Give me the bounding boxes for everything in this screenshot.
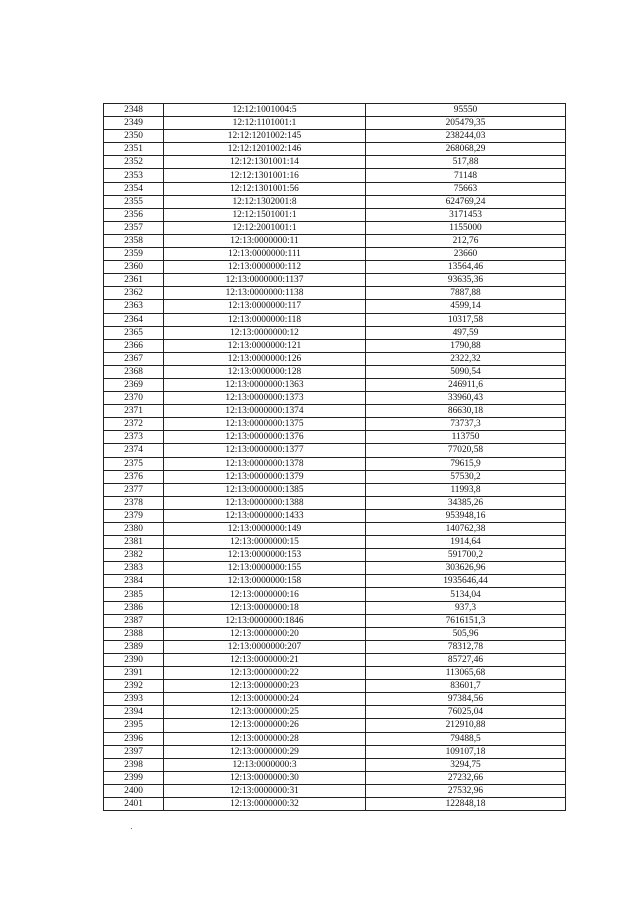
cadastral-number-cell: 12:13:0000000:22 [164,667,366,680]
cadastral-number-cell: 12:12:1301001:56 [164,182,366,195]
value-cell: 238244,03 [366,130,566,143]
table-row [104,797,566,810]
cadastral-number-cell: 12:13:0000000:1363 [164,378,366,391]
table-body [104,104,566,811]
row-number-cell: 2358 [104,234,164,247]
row-number-cell: 2371 [104,405,164,418]
table-row [104,745,566,758]
table-row [104,287,566,300]
value-cell: 10317,58 [366,313,566,326]
row-number-cell: 2354 [104,182,164,195]
cadastral-number-cell: 12:13:0000000:158 [164,575,366,588]
row-number-cell: 2400 [104,784,164,797]
row-number-cell: 2386 [104,601,164,614]
cadastral-number-cell: 12:13:0000000:1373 [164,392,366,405]
value-cell: 591700,2 [366,549,566,562]
row-number-cell: 2365 [104,326,164,339]
value-cell: 7887,88 [366,287,566,300]
cadastral-number-cell: 12:13:0000000:23 [164,680,366,693]
row-number-cell: 2373 [104,431,164,444]
table-row [104,143,566,156]
row-number-cell: 2359 [104,248,164,261]
cadastral-number-cell: 12:13:0000000:1385 [164,483,366,496]
table-row [104,378,566,391]
table-row [104,444,566,457]
cadastral-number-cell: 12:13:0000000:12 [164,326,366,339]
table-row [104,470,566,483]
cadastral-number-cell: 12:13:0000000:32 [164,797,366,810]
table-row [104,313,566,326]
row-number-cell: 2377 [104,483,164,496]
cadastral-number-cell: 12:12:1001004:5 [164,104,366,117]
cadastral-number-cell: 12:13:0000000:1379 [164,470,366,483]
value-cell: 27532,96 [366,784,566,797]
table-row [104,693,566,706]
cadastral-number-cell: 12:13:0000000:121 [164,339,366,352]
table-row [104,601,566,614]
row-number-cell: 2393 [104,693,164,706]
cadastral-number-cell: 12:13:0000000:117 [164,300,366,313]
cadastral-number-cell: 12:13:0000000:16 [164,588,366,601]
table-row [104,457,566,470]
row-number-cell: 2357 [104,221,164,234]
value-cell: 57530,2 [366,470,566,483]
row-number-cell: 2369 [104,378,164,391]
row-number-cell: 2389 [104,640,164,653]
value-cell: 3294,75 [366,758,566,771]
cadastral-number-cell: 12:13:0000000:15 [164,536,366,549]
row-number-cell: 2401 [104,797,164,810]
row-number-cell: 2398 [104,758,164,771]
value-cell: 3171453 [366,208,566,221]
value-cell: 73737,3 [366,418,566,431]
cadastral-number-cell: 12:13:0000000:153 [164,549,366,562]
value-cell: 11993,8 [366,483,566,496]
cadastral-value-table [103,103,566,811]
table-row [104,549,566,562]
table-row [104,169,566,182]
table-row [104,431,566,444]
value-cell: 1790,88 [366,339,566,352]
cadastral-number-cell: 12:13:0000000:1138 [164,287,366,300]
value-cell: 77020,58 [366,444,566,457]
value-cell: 79615,9 [366,457,566,470]
value-cell: 246911,6 [366,378,566,391]
cadastral-number-cell: 12:12:1301001:14 [164,156,366,169]
table-row [104,104,566,117]
value-cell: 7616151,3 [366,614,566,627]
row-number-cell: 2399 [104,771,164,784]
table-row [104,680,566,693]
cadastral-number-cell: 12:13:0000000:118 [164,313,366,326]
value-cell: 1935646,44 [366,575,566,588]
cadastral-number-cell: 12:13:0000000:26 [164,719,366,732]
value-cell: 27232,66 [366,771,566,784]
row-number-cell: 2396 [104,732,164,745]
table-row [104,562,566,575]
table-row [104,261,566,274]
row-number-cell: 2379 [104,509,164,522]
table-row [104,248,566,261]
table-row [104,614,566,627]
row-number-cell: 2394 [104,706,164,719]
row-number-cell: 2388 [104,627,164,640]
table-row [104,352,566,365]
value-cell: 79488,5 [366,732,566,745]
value-cell: 212,76 [366,234,566,247]
table-row [104,156,566,169]
table-row [104,405,566,418]
page-speck [131,828,132,829]
table-row [104,195,566,208]
value-cell: 95550 [366,104,566,117]
cadastral-number-cell: 12:12:1501001:1 [164,208,366,221]
table-row [104,418,566,431]
cadastral-number-cell: 12:13:0000000:111 [164,248,366,261]
table-row [104,667,566,680]
value-cell: 122848,18 [366,797,566,810]
cadastral-number-cell: 12:12:1302001:8 [164,195,366,208]
cadastral-number-cell: 12:13:0000000:1377 [164,444,366,457]
value-cell: 71148 [366,169,566,182]
cadastral-number-cell: 12:13:0000000:126 [164,352,366,365]
value-cell: 109107,18 [366,745,566,758]
row-number-cell: 2361 [104,274,164,287]
cadastral-number-cell: 12:13:0000000:1137 [164,274,366,287]
table-row [104,300,566,313]
row-number-cell: 2397 [104,745,164,758]
value-cell: 5134,04 [366,588,566,601]
value-cell: 93635,36 [366,274,566,287]
table-row [104,640,566,653]
row-number-cell: 2374 [104,444,164,457]
value-cell: 13564,46 [366,261,566,274]
table-row [104,588,566,601]
value-cell: 212910,88 [366,719,566,732]
table-row [104,732,566,745]
cadastral-number-cell: 12:13:0000000:11 [164,234,366,247]
cadastral-number-cell: 12:12:1301001:16 [164,169,366,182]
value-cell: 78312,78 [366,640,566,653]
row-number-cell: 2362 [104,287,164,300]
cadastral-number-cell: 12:12:1201002:146 [164,143,366,156]
value-cell: 205479,35 [366,117,566,130]
value-cell: 86630,18 [366,405,566,418]
cadastral-number-cell: 12:13:0000000:1375 [164,418,366,431]
table-row [104,365,566,378]
value-cell: 303626,96 [366,562,566,575]
table-row [104,706,566,719]
value-cell: 2322,32 [366,352,566,365]
row-number-cell: 2352 [104,156,164,169]
row-number-cell: 2353 [104,169,164,182]
cadastral-number-cell: 12:12:2001001:1 [164,221,366,234]
table-row [104,326,566,339]
cadastral-number-cell: 12:13:0000000:149 [164,523,366,536]
value-cell: 624769,24 [366,195,566,208]
table-row [104,784,566,797]
row-number-cell: 2349 [104,117,164,130]
row-number-cell: 2378 [104,496,164,509]
value-cell: 97384,56 [366,693,566,706]
table-row [104,719,566,732]
cadastral-number-cell: 12:13:0000000:31 [164,784,366,797]
cadastral-number-cell: 12:13:0000000:1388 [164,496,366,509]
value-cell: 85727,46 [366,653,566,666]
cadastral-number-cell: 12:13:0000000:24 [164,693,366,706]
row-number-cell: 2363 [104,300,164,313]
value-cell: 23660 [366,248,566,261]
value-cell: 76025,04 [366,706,566,719]
row-number-cell: 2380 [104,523,164,536]
table-row [104,496,566,509]
cadastral-number-cell: 12:13:0000000:207 [164,640,366,653]
value-cell: 75663 [366,182,566,195]
row-number-cell: 2372 [104,418,164,431]
value-cell: 1155000 [366,221,566,234]
row-number-cell: 2384 [104,575,164,588]
value-cell: 5090,54 [366,365,566,378]
row-number-cell: 2382 [104,549,164,562]
table-row [104,392,566,405]
row-number-cell: 2387 [104,614,164,627]
table-row [104,771,566,784]
row-number-cell: 2391 [104,667,164,680]
value-cell: 34385,26 [366,496,566,509]
value-cell: 1914,64 [366,536,566,549]
row-number-cell: 2390 [104,653,164,666]
cadastral-number-cell: 12:12:1201002:145 [164,130,366,143]
row-number-cell: 2375 [104,457,164,470]
cadastral-number-cell: 12:13:0000000:1846 [164,614,366,627]
value-cell: 268068,29 [366,143,566,156]
row-number-cell: 2366 [104,339,164,352]
table-row [104,274,566,287]
table-row [104,575,566,588]
row-number-cell: 2367 [104,352,164,365]
cadastral-number-cell: 12:13:0000000:1374 [164,405,366,418]
row-number-cell: 2348 [104,104,164,117]
cadastral-number-cell: 12:13:0000000:25 [164,706,366,719]
table-row [104,536,566,549]
row-number-cell: 2370 [104,392,164,405]
table-row [104,483,566,496]
cadastral-number-cell: 12:13:0000000:29 [164,745,366,758]
value-cell: 505,96 [366,627,566,640]
value-cell: 140762,38 [366,523,566,536]
table-row [104,208,566,221]
row-number-cell: 2395 [104,719,164,732]
value-cell: 937,3 [366,601,566,614]
row-number-cell: 2360 [104,261,164,274]
row-number-cell: 2392 [104,680,164,693]
value-cell: 113750 [366,431,566,444]
cadastral-number-cell: 12:13:0000000:112 [164,261,366,274]
value-cell: 497,59 [366,326,566,339]
table-row [104,221,566,234]
table-row [104,653,566,666]
table-row [104,130,566,143]
row-number-cell: 2376 [104,470,164,483]
table-row [104,117,566,130]
table-row [104,627,566,640]
cadastral-number-cell: 12:13:0000000:28 [164,732,366,745]
cadastral-number-cell: 12:13:0000000:3 [164,758,366,771]
cadastral-number-cell: 12:13:0000000:1376 [164,431,366,444]
row-number-cell: 2350 [104,130,164,143]
cadastral-number-cell: 12:12:1101001:1 [164,117,366,130]
row-number-cell: 2356 [104,208,164,221]
cadastral-number-cell: 12:13:0000000:20 [164,627,366,640]
row-number-cell: 2355 [104,195,164,208]
row-number-cell: 2368 [104,365,164,378]
row-number-cell: 2351 [104,143,164,156]
row-number-cell: 2381 [104,536,164,549]
table-row [104,523,566,536]
value-cell: 83601,7 [366,680,566,693]
table-row [104,339,566,352]
table-row [104,234,566,247]
value-cell: 517,88 [366,156,566,169]
table-row [104,509,566,522]
table-row [104,182,566,195]
cadastral-number-cell: 12:13:0000000:30 [164,771,366,784]
value-cell: 33960,43 [366,392,566,405]
value-cell: 953948,16 [366,509,566,522]
value-cell: 4599,14 [366,300,566,313]
table-row [104,758,566,771]
cadastral-number-cell: 12:13:0000000:18 [164,601,366,614]
row-number-cell: 2385 [104,588,164,601]
cadastral-number-cell: 12:13:0000000:1433 [164,509,366,522]
cadastral-number-cell: 12:13:0000000:155 [164,562,366,575]
value-cell: 113065,68 [366,667,566,680]
cadastral-number-cell: 12:13:0000000:128 [164,365,366,378]
cadastral-number-cell: 12:13:0000000:1378 [164,457,366,470]
cadastral-number-cell: 12:13:0000000:21 [164,653,366,666]
row-number-cell: 2383 [104,562,164,575]
row-number-cell: 2364 [104,313,164,326]
